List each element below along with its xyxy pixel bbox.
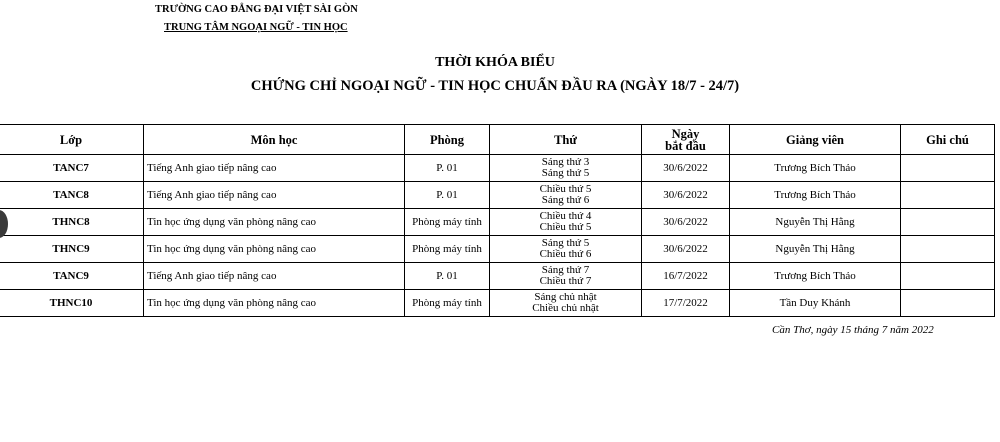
- cell-class: TANC8: [0, 182, 144, 209]
- cell-day-line2: Sáng thứ 5: [541, 167, 590, 179]
- cell-day-line1: Chiều thứ 4: [539, 210, 592, 222]
- cell-day-line1: Chiều thứ 5: [539, 183, 592, 195]
- cell-note: [901, 263, 995, 290]
- cell-room: P. 01: [405, 155, 490, 182]
- cell-day-line1: Sáng thứ 3: [541, 156, 590, 168]
- cell-day: [490, 263, 642, 290]
- schedule-table: [0, 124, 995, 317]
- cell-teacher: Trương Bích Thảo: [730, 182, 901, 209]
- cell-day-line1: Sáng thứ 7: [541, 264, 590, 276]
- cell-class: THNC8: [0, 209, 144, 236]
- cell-note: [901, 236, 995, 263]
- cell-room: P. 01: [405, 182, 490, 209]
- cell-note: [901, 290, 995, 317]
- header-start-line1: Ngày: [671, 126, 700, 141]
- cell-day: [490, 209, 642, 236]
- cell-day-line1: Sáng thứ 5: [541, 237, 590, 249]
- cell-teacher: Trương Bích Thảo: [730, 155, 901, 182]
- cell-class: TANC9: [0, 263, 144, 290]
- header-class: Lớp: [0, 125, 144, 155]
- cell-room: Phòng máy tính: [405, 236, 490, 263]
- cell-day-line2: Chiều thứ 5: [539, 221, 592, 233]
- table-row: [0, 290, 995, 317]
- table-row: [0, 155, 995, 182]
- cell-day-line2: Chiều chủ nhật: [532, 302, 599, 314]
- table-row: [0, 182, 995, 209]
- cell-subject: Tiếng Anh giao tiếp nâng cao: [144, 155, 405, 182]
- cell-teacher: Nguyễn Thị Hằng: [730, 236, 901, 263]
- cell-class: THNC10: [0, 290, 144, 317]
- cell-note: [901, 182, 995, 209]
- page-title: THỜI KHÓA BIỂU: [435, 55, 555, 70]
- cell-room: P. 01: [405, 263, 490, 290]
- cell-day: [490, 155, 642, 182]
- cell-teacher: Trương Bích Thảo: [730, 263, 901, 290]
- cell-day-line1: Sáng chủ nhật: [534, 291, 597, 303]
- cell-day: [490, 290, 642, 317]
- cell-day: [490, 236, 642, 263]
- cell-subject: Tin học ứng dụng văn phòng nâng cao: [144, 290, 405, 317]
- cell-start-date: 17/7/2022: [642, 290, 730, 317]
- cell-subject: Tiếng Anh giao tiếp nâng cao: [144, 263, 405, 290]
- header-teacher: Giảng viên: [730, 125, 901, 155]
- cell-note: [901, 209, 995, 236]
- page-subtitle: CHỨNG CHỈ NGOẠI NGỮ - TIN HỌC CHUẨN ĐẦU RA (NGÀY 18/7 - 24/7): [250, 78, 740, 94]
- table-row: [0, 263, 995, 290]
- header-day: Thứ: [490, 125, 642, 155]
- cell-start-date: 30/6/2022: [642, 209, 730, 236]
- cell-start-date: 16/7/2022: [642, 263, 730, 290]
- center-name: TRUNG TÂM NGOẠI NGỮ - TIN HỌC: [164, 22, 348, 33]
- cell-class: TANC7: [0, 155, 144, 182]
- org-name: TRƯỜNG CAO ĐẲNG ĐẠI VIỆT SÀI GÒN: [155, 4, 358, 15]
- table-row: [0, 236, 995, 263]
- header-start-line2: bắt đầu: [665, 138, 706, 153]
- header-start-date: [642, 125, 730, 155]
- cell-room: Phòng máy tính: [405, 209, 490, 236]
- cell-subject: Tiếng Anh giao tiếp nâng cao: [144, 182, 405, 209]
- cell-day: [490, 182, 642, 209]
- header-note: Ghi chú: [901, 125, 995, 155]
- cell-room: Phòng máy tính: [405, 290, 490, 317]
- cell-day-line2: Sáng thứ 6: [541, 194, 590, 206]
- cell-teacher: Nguyễn Thị Hằng: [730, 209, 901, 236]
- cell-start-date: 30/6/2022: [642, 236, 730, 263]
- cell-day-line2: Chiều thứ 7: [539, 275, 592, 287]
- cell-start-date: 30/6/2022: [642, 182, 730, 209]
- cell-day-line2: Chiều thứ 6: [539, 248, 592, 260]
- table-row: [0, 209, 995, 236]
- signature-date: Cần Thơ, ngày 15 tháng 7 năm 2022: [772, 324, 934, 336]
- header-room: Phòng: [405, 125, 490, 155]
- cell-subject: Tin học ứng dụng văn phòng nâng cao: [144, 236, 405, 263]
- table-header-row: [0, 125, 995, 155]
- header-subject: Môn học: [144, 125, 405, 155]
- cell-subject: Tin học ứng dụng văn phòng nâng cao: [144, 209, 405, 236]
- cell-teacher: Tần Duy Khánh: [730, 290, 901, 317]
- cell-class: THNC9: [0, 236, 144, 263]
- cell-note: [901, 155, 995, 182]
- cell-start-date: 30/6/2022: [642, 155, 730, 182]
